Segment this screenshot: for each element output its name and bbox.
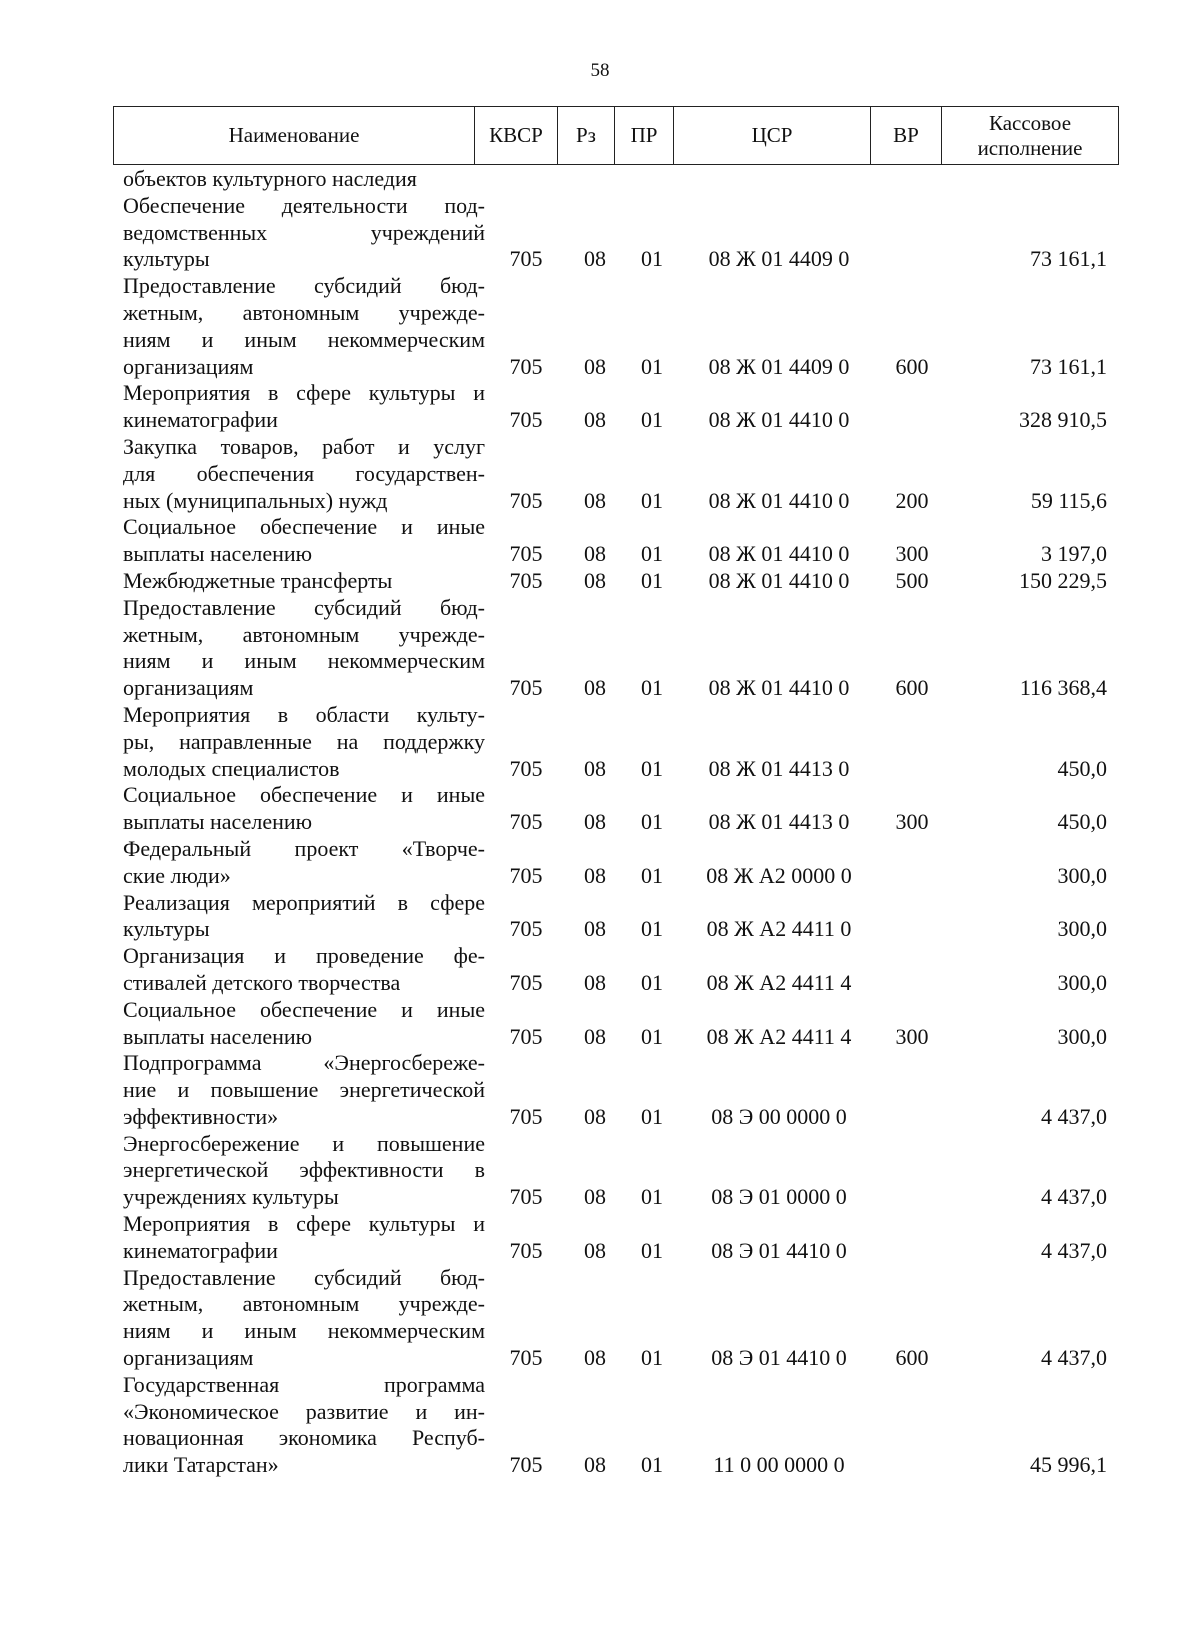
cell-pr: 01 xyxy=(641,1103,663,1129)
cell-sum: 450,0 xyxy=(1057,809,1107,835)
cell-sum: 73 161,1 xyxy=(1030,353,1107,379)
cell-kvsr: 705 xyxy=(509,541,543,567)
cell-sum: 4 437,0 xyxy=(1041,1345,1107,1371)
cell-vr: 200 xyxy=(895,487,929,513)
cell-name xyxy=(113,836,485,890)
cell-name-line: для обеспечения государствен- xyxy=(123,460,485,486)
table-row xyxy=(113,702,1119,782)
cell-sum: 300,0 xyxy=(1057,969,1107,995)
cell-name-line: организациям xyxy=(123,1345,254,1371)
cell-sum: 300,0 xyxy=(1057,916,1107,942)
cell-name-line: жетным, автономным учрежде- xyxy=(123,621,485,647)
table-row xyxy=(113,997,1119,1051)
cell-pr: 01 xyxy=(641,541,663,567)
cell-csr: 08 Ж 01 4410 0 xyxy=(708,675,850,701)
cell-kvsr: 705 xyxy=(509,675,543,701)
cell-sum: 4 437,0 xyxy=(1041,1103,1107,1129)
cell-name-line: Предоставление субсидий бюд- xyxy=(123,594,485,620)
table-row xyxy=(113,514,1119,568)
cell-kvsr: 705 xyxy=(509,755,543,781)
table-row xyxy=(113,1131,1119,1211)
cell-csr: 08 Ж А2 4411 0 xyxy=(706,916,852,942)
table-row xyxy=(113,1265,1119,1372)
cell-sum: 328 910,5 xyxy=(1019,407,1107,433)
cell-csr: 08 Э 01 4410 0 xyxy=(711,1237,847,1263)
cell-sum: 3 197,0 xyxy=(1041,541,1107,567)
cell-kvsr: 705 xyxy=(509,916,543,942)
cell-name xyxy=(113,1265,485,1372)
cell-sum: 300,0 xyxy=(1057,1023,1107,1049)
table-row xyxy=(113,273,1119,380)
page-number: 58 xyxy=(590,60,610,81)
cell-kvsr: 705 xyxy=(509,567,543,593)
table-row xyxy=(113,782,1119,836)
cell-vr: 300 xyxy=(895,809,929,835)
cell-name-line: организациям xyxy=(123,353,254,379)
cell-sum: 45 996,1 xyxy=(1030,1452,1107,1478)
cell-name-line: стивалей детского творчества xyxy=(123,969,401,995)
cell-pr: 01 xyxy=(641,675,663,701)
cell-sum: 150 229,5 xyxy=(1019,567,1107,593)
cell-rz: 08 xyxy=(584,541,606,567)
cell-sum: 73 161,1 xyxy=(1030,246,1107,272)
cell-name-line: Межбюджетные трансферты xyxy=(123,567,393,593)
cell-kvsr: 705 xyxy=(509,809,543,835)
table-row xyxy=(113,890,1119,944)
cell-rz: 08 xyxy=(584,246,606,272)
header-name: Наименование xyxy=(114,107,475,165)
cell-name xyxy=(113,380,485,434)
table-row xyxy=(113,380,1119,434)
cell-csr: 08 Ж А2 0000 0 xyxy=(706,862,852,888)
cell-vr: 600 xyxy=(895,1345,929,1371)
cell-csr: 08 Э 00 0000 0 xyxy=(711,1103,847,1129)
cell-vr: 600 xyxy=(895,353,929,379)
cell-rz: 08 xyxy=(584,353,606,379)
cell-vr: 600 xyxy=(895,675,929,701)
cell-name-line: ниям и иным некоммерческим xyxy=(123,1318,485,1344)
cell-name xyxy=(113,1050,485,1130)
cell-name xyxy=(113,166,485,193)
cell-pr: 01 xyxy=(641,1184,663,1210)
cell-name-line: Энергосбережение и повышение xyxy=(123,1130,485,1156)
cell-csr: 08 Э 01 0000 0 xyxy=(711,1184,847,1210)
cell-name xyxy=(113,434,485,514)
cell-name xyxy=(113,702,485,782)
cell-name-line: ных (муниципальных) нужд xyxy=(123,487,388,513)
cell-name xyxy=(113,568,485,595)
header-kvsr: КВСР xyxy=(475,107,558,165)
cell-name-line: Реализация мероприятий в сфере xyxy=(123,889,485,915)
cell-rz: 08 xyxy=(584,969,606,995)
cell-pr: 01 xyxy=(641,353,663,379)
table-row xyxy=(113,1211,1119,1265)
table-row xyxy=(113,193,1119,273)
cell-sum: 4 437,0 xyxy=(1041,1184,1107,1210)
table-body xyxy=(113,166,1119,1479)
table-row xyxy=(113,595,1119,702)
cell-pr: 01 xyxy=(641,916,663,942)
cell-name-line: «Экономическое развитие и ин- xyxy=(123,1398,485,1424)
cell-csr: 08 Ж 01 4410 0 xyxy=(708,541,850,567)
cell-csr: 08 Ж 01 4409 0 xyxy=(708,353,850,379)
cell-name-line: культуры xyxy=(123,246,210,272)
cell-kvsr: 705 xyxy=(509,1237,543,1263)
cell-rz: 08 xyxy=(584,1345,606,1371)
cell-sum: 300,0 xyxy=(1057,862,1107,888)
table-row xyxy=(113,1372,1119,1479)
cell-csr: 08 Ж 01 4409 0 xyxy=(708,246,850,272)
cell-name-line: выплаты населению xyxy=(123,541,313,567)
cell-name xyxy=(113,595,485,702)
cell-name-line: ниям и иным некоммерческим xyxy=(123,326,485,352)
cell-csr: 08 Ж 01 4413 0 xyxy=(708,809,850,835)
cell-csr: 08 Ж А2 4411 4 xyxy=(706,1023,852,1049)
cell-rz: 08 xyxy=(584,1184,606,1210)
cell-name-line: жетным, автономным учрежде- xyxy=(123,1291,485,1317)
cell-pr: 01 xyxy=(641,862,663,888)
header-vr: ВР xyxy=(871,107,942,165)
cell-rz: 08 xyxy=(584,487,606,513)
cell-pr: 01 xyxy=(641,809,663,835)
cell-csr: 11 0 00 0000 0 xyxy=(713,1452,845,1478)
cell-kvsr: 705 xyxy=(509,1184,543,1210)
cell-name-line: Социальное обеспечение и иные xyxy=(123,996,485,1022)
cell-pr: 01 xyxy=(641,969,663,995)
cell-csr: 08 Э 01 4410 0 xyxy=(711,1345,847,1371)
cell-name-line: Предоставление субсидий бюд- xyxy=(123,1264,485,1290)
cell-kvsr: 705 xyxy=(509,487,543,513)
cell-name-line: ние и повышение энергетической xyxy=(123,1077,485,1103)
cell-name-line: кинематографии xyxy=(123,407,278,433)
cell-csr: 08 Ж 01 4410 0 xyxy=(708,487,850,513)
header-sum-line1: Кассовое xyxy=(988,110,1072,135)
cell-vr: 300 xyxy=(895,541,929,567)
header-pr: ПР xyxy=(615,107,674,165)
cell-rz: 08 xyxy=(584,675,606,701)
cell-name-line: выплаты населению xyxy=(123,809,313,835)
cell-rz: 08 xyxy=(584,1452,606,1478)
cell-pr: 01 xyxy=(641,246,663,272)
cell-kvsr: 705 xyxy=(509,246,543,272)
cell-name-line: новационная экономика Респуб- xyxy=(123,1425,485,1451)
cell-name-line: Мероприятия в области культу- xyxy=(123,701,485,727)
cell-name-line: Организация и проведение фе- xyxy=(123,943,485,969)
header-rz: Рз xyxy=(558,107,615,165)
table-row xyxy=(113,1050,1119,1130)
cell-rz: 08 xyxy=(584,1237,606,1263)
cell-name xyxy=(113,997,485,1051)
cell-vr: 500 xyxy=(895,567,929,593)
cell-rz: 08 xyxy=(584,567,606,593)
header-sum xyxy=(942,107,1119,165)
cell-sum: 4 437,0 xyxy=(1041,1237,1107,1263)
cell-name-line: ведомственных учреждений xyxy=(123,219,485,245)
cell-rz: 08 xyxy=(584,755,606,781)
table-row xyxy=(113,568,1119,595)
cell-name-line: энергетической эффективности в xyxy=(123,1157,485,1183)
cell-name xyxy=(113,1211,485,1265)
cell-name-line: жетным, автономным учрежде- xyxy=(123,299,485,325)
cell-name xyxy=(113,943,485,997)
cell-name xyxy=(113,1372,485,1479)
table-row xyxy=(113,434,1119,514)
cell-rz: 08 xyxy=(584,407,606,433)
cell-kvsr: 705 xyxy=(509,407,543,433)
cell-name-line: Социальное обеспечение и иные xyxy=(123,514,485,540)
cell-name-line: кинематографии xyxy=(123,1237,278,1263)
cell-name xyxy=(113,193,485,273)
cell-kvsr: 705 xyxy=(509,1452,543,1478)
cell-csr: 08 Ж 01 4410 0 xyxy=(708,407,850,433)
cell-name xyxy=(113,1131,485,1211)
cell-pr: 01 xyxy=(641,1237,663,1263)
cell-csr: 08 Ж А2 4411 4 xyxy=(706,969,852,995)
cell-pr: 01 xyxy=(641,487,663,513)
cell-name-line: Федеральный проект «Творче- xyxy=(123,835,485,861)
cell-name-line: Закупка товаров, работ и услуг xyxy=(123,433,485,459)
cell-sum: 59 115,6 xyxy=(1030,487,1107,513)
cell-sum: 116 368,4 xyxy=(1019,675,1107,701)
cell-rz: 08 xyxy=(584,862,606,888)
cell-pr: 01 xyxy=(641,1452,663,1478)
cell-name-line: эффективности» xyxy=(123,1103,279,1129)
cell-name xyxy=(113,782,485,836)
cell-sum: 450,0 xyxy=(1057,755,1107,781)
cell-pr: 01 xyxy=(641,755,663,781)
cell-name-line: Мероприятия в сфере культуры и xyxy=(123,380,485,406)
cell-name-line: Обеспечение деятельности под- xyxy=(123,192,485,218)
cell-pr: 01 xyxy=(641,1345,663,1371)
cell-name-line: объектов культурного наследия xyxy=(123,166,417,191)
cell-name-line: учреждениях культуры xyxy=(123,1184,339,1210)
cell-name-line: Подпрограмма «Энергосбереже- xyxy=(123,1050,485,1076)
cell-name-line: Мероприятия в сфере культуры и xyxy=(123,1211,485,1237)
cell-name-line: лики Татарстан» xyxy=(123,1452,279,1478)
cell-rz: 08 xyxy=(584,916,606,942)
table-row xyxy=(113,166,1119,193)
cell-name-line: Социальное обеспечение и иные xyxy=(123,782,485,808)
header-sum-line2: исполнение xyxy=(977,135,1083,160)
header-csr: ЦСР xyxy=(674,107,871,165)
cell-name-line: ниям и иным некоммерческим xyxy=(123,648,485,674)
cell-kvsr: 705 xyxy=(509,353,543,379)
cell-pr: 01 xyxy=(641,1023,663,1049)
cell-csr: 08 Ж 01 4413 0 xyxy=(708,755,850,781)
cell-name-line: Предоставление субсидий бюд- xyxy=(123,273,485,299)
cell-name-line: молодых специалистов xyxy=(123,755,340,781)
cell-pr: 01 xyxy=(641,567,663,593)
cell-name-line: выплаты населению xyxy=(123,1023,313,1049)
cell-csr: 08 Ж 01 4410 0 xyxy=(708,567,850,593)
cell-kvsr: 705 xyxy=(509,862,543,888)
cell-name xyxy=(113,514,485,568)
cell-vr: 300 xyxy=(895,1023,929,1049)
cell-name-line: ры, направленные на поддержку xyxy=(123,728,485,754)
cell-pr: 01 xyxy=(641,407,663,433)
table-row xyxy=(113,836,1119,890)
cell-kvsr: 705 xyxy=(509,1023,543,1049)
cell-rz: 08 xyxy=(584,1023,606,1049)
cell-name xyxy=(113,273,485,380)
cell-kvsr: 705 xyxy=(509,1103,543,1129)
cell-name-line: культуры xyxy=(123,916,210,942)
table-row xyxy=(113,943,1119,997)
cell-rz: 08 xyxy=(584,809,606,835)
cell-name-line: ские люди» xyxy=(123,862,231,888)
cell-kvsr: 705 xyxy=(509,1345,543,1371)
cell-kvsr: 705 xyxy=(509,969,543,995)
cell-name-line: организациям xyxy=(123,675,254,701)
cell-name-line: Государственная программа xyxy=(123,1371,485,1397)
cell-rz: 08 xyxy=(584,1103,606,1129)
table-header xyxy=(113,106,1119,165)
cell-name xyxy=(113,890,485,944)
